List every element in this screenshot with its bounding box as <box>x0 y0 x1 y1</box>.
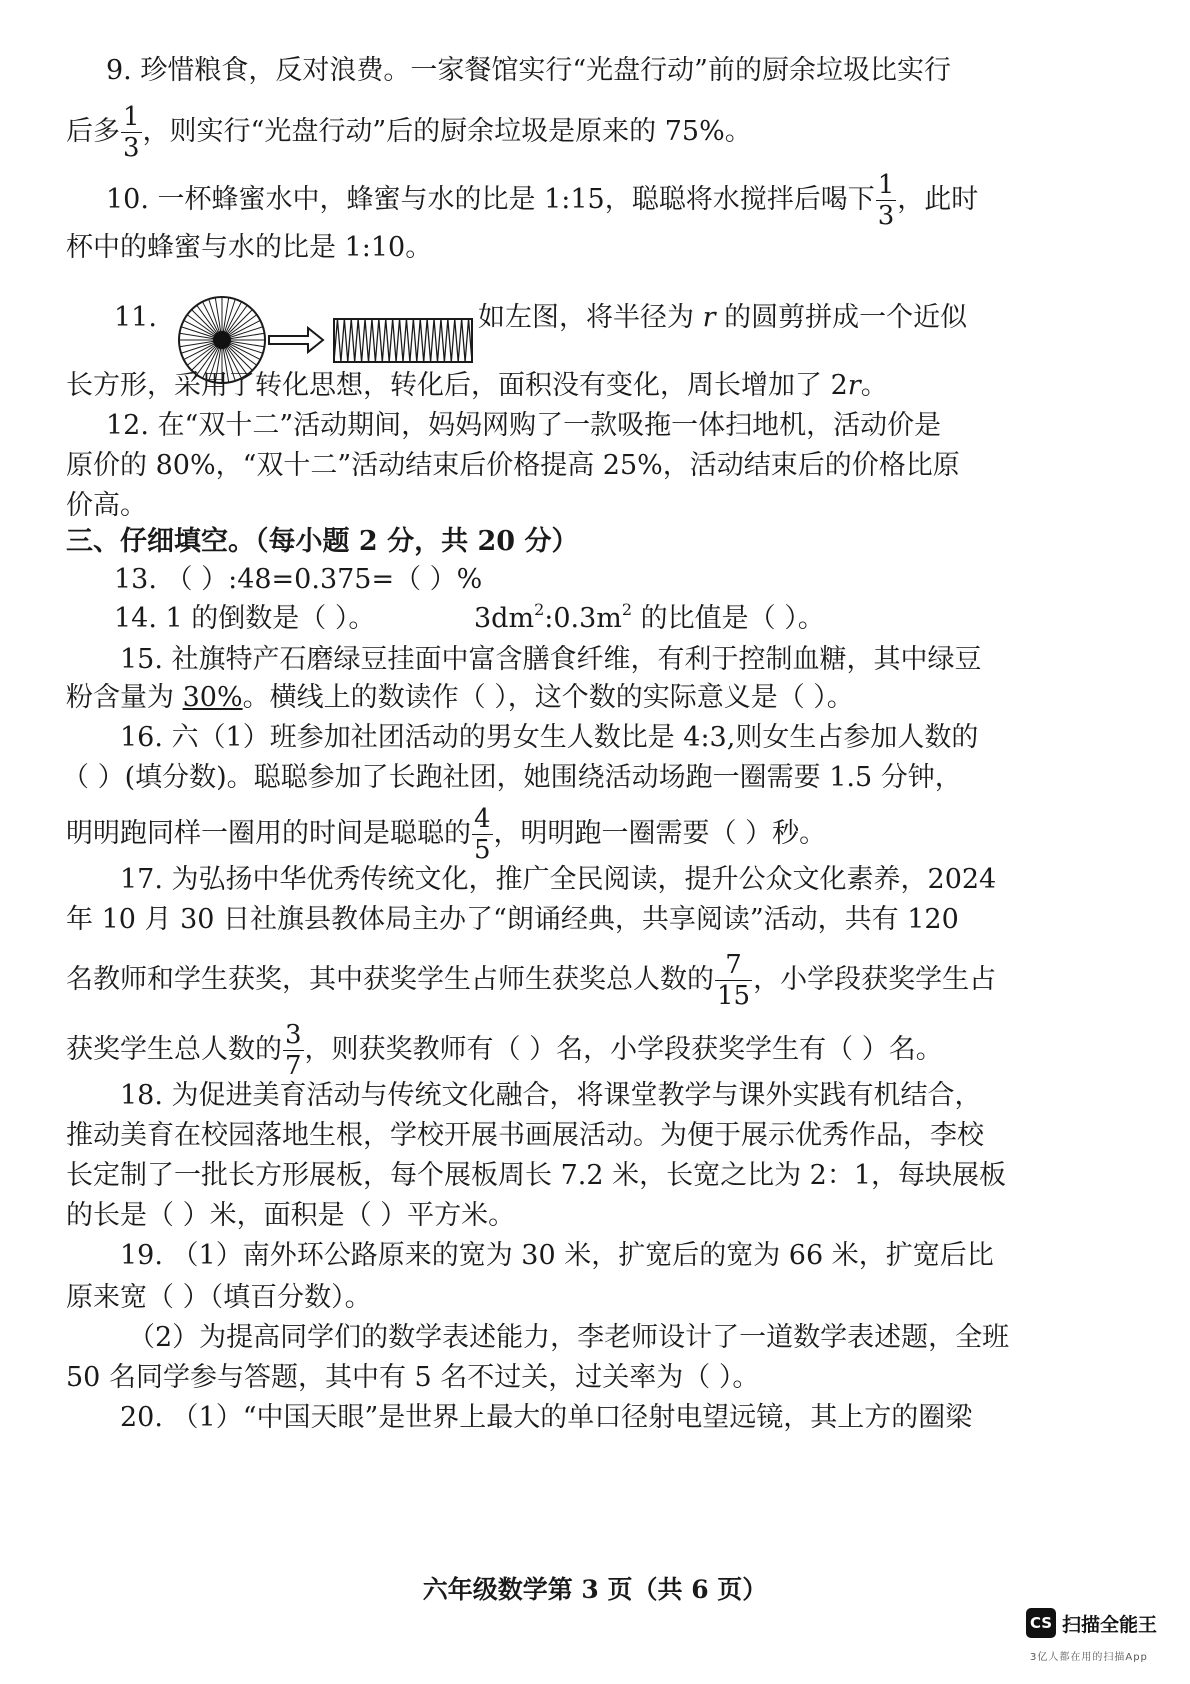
q18-line4: 的长是（ ）米，面积是（ ）平方米。 <box>66 1200 516 1231</box>
q15-line2: 粉含量为 30%。横线上的数读作（ ），这个数的实际意义是（ ）。 <box>66 682 854 713</box>
scanner-watermark <box>1026 1608 1176 1678</box>
scanner-tagline: 3亿人都在用的扫描App <box>1030 1652 1148 1663</box>
q15-line1: 15. 社旗特产石磨绿豆挂面中富含膳食纤维，有利于控制血糖，其中绿豆 <box>120 644 982 675</box>
approx-rectangle-icon <box>334 319 472 362</box>
q12-line2: 原价的 80%，“双十二”活动结束后价格提高 25%，活动结束后的价格比原 <box>66 450 960 481</box>
q14-part1: 14. 1 的倒数是（ ）。 <box>114 603 376 634</box>
q18-line3: 长定制了一批长方形展板，每个展板周长 7.2 米，长宽之比为 2：1，每块展板 <box>66 1160 1007 1191</box>
q12-line1: 12. 在“双十二”活动期间，妈妈网购了一款吸拖一体扫地机，活动价是 <box>106 410 942 441</box>
scanner-app-name: 扫描全能王 <box>1062 1614 1158 1636</box>
section-3-title: 三、仔细填空。（每小题 2 分，共 20 分） <box>66 526 579 557</box>
q11-line2: 长方形，采用了转化思想，转化后，面积没有变化，周长增加了 2r。 <box>66 370 888 401</box>
q19-line2: 原来宽（ ）（填百分数）。 <box>66 1282 372 1313</box>
q17-line1: 17. 为弘扬中华优秀传统文化，推广全民阅读，提升公众文化素养，2024 <box>120 864 997 895</box>
q10-fraction: $\frac{1}{3}$ <box>877 170 895 231</box>
q9-fraction: $\frac{1}{3}$ <box>123 102 140 163</box>
q17-line4: 获奖学生总人数的 $\frac{3}{7}$ ，则获奖教师有（ ）名，小学段获奖学生有（ ）名。 <box>66 1020 943 1081</box>
right-arrow-icon <box>269 328 323 352</box>
q9-line1: 9. 珍惜粮食，反对浪费。一家餐馆实行“光盘行动”前的厨余垃圾比实行 <box>106 55 951 86</box>
q17-line3: 名教师和学生获奖，其中获奖学生占师生获奖总人数的 $\frac{7}{15}$ ，小学段获奖学生占 <box>66 950 997 1011</box>
q10-line2: 杯中的蜂蜜与水的比是 1:10。 <box>66 232 433 263</box>
q18-line1: 18. 为促进美育活动与传统文化融合，将课堂教学与课外实践有机结合， <box>120 1080 982 1111</box>
q16-fraction: $\frac{4}{5}$ <box>474 804 491 865</box>
q17-line2: 年 10 月 30 日社旗县教体局主办了“朗诵经典，共享阅读”活动，共有 120 <box>66 904 959 935</box>
page-footer: 六年级数学第 3 页（共 6 页） <box>422 1575 768 1604</box>
q17-fraction-1: $\frac{7}{15}$ <box>717 950 751 1011</box>
q16-line3: 明明跑同样一圈用的时间是聪聪的 $\frac{4}{5}$ ，明明跑一圈需要（ ）秒。 <box>66 804 827 865</box>
q18-line2: 推动美育在校园落地生根，学校开展书画展活动。为便于展示优秀作品，李校 <box>66 1120 984 1151</box>
q13: 13. （ ）:48=0.375=（ ）% <box>114 564 483 595</box>
q16-line2: （ ）(填分数)。聪聪参加了长跑社团，她围绕活动场跑一圈需要 1.5 分钟， <box>62 762 962 793</box>
underlined-percent: 30% <box>182 682 243 713</box>
cs-logo-icon: CS <box>1026 1608 1056 1638</box>
q19-line4: 50 名同学参与答题，其中有 5 名不过关，过关率为（ ）。 <box>66 1362 760 1393</box>
q9-line2: 后多 $\frac{1}{3}$ ，则实行“光盘行动”后的厨余垃圾是原来的 75%。 <box>66 102 752 163</box>
q17-fraction-2: $\frac{3}{7}$ <box>285 1020 302 1081</box>
q19-line1: 19. （1）南外环公路原来的宽为 30 米，扩宽后的宽为 66 米，扩宽后比 <box>120 1240 994 1271</box>
q11-number: 11. <box>114 302 157 333</box>
q14-part2: $3dm^2:0.3m^2$ 的比值是（ ）。 <box>474 600 825 634</box>
q16-line1: 16. 六（1）班参加社团活动的男女生人数比是 4:3,则女生占参加人数的 <box>120 722 979 753</box>
q20-line1: 20. （1）“中国天眼”是世界上最大的单口径射电望远镜，其上方的圈梁 <box>120 1402 973 1433</box>
q11-line1: 如左图，将半径为 r 的圆剪拼成一个近似 <box>478 302 968 333</box>
q10-line1: 10. 一杯蜂蜜水中，蜂蜜与水的比是 1:15，聪聪将水搅拌后喝下 $\frac{1}{3}$ ，此时 <box>106 170 979 231</box>
q19-line3: （2）为提高同学们的数学表述能力，李老师设计了一道数学表述题，全班 <box>128 1322 1010 1353</box>
q12-line3: 价高。 <box>66 490 147 521</box>
